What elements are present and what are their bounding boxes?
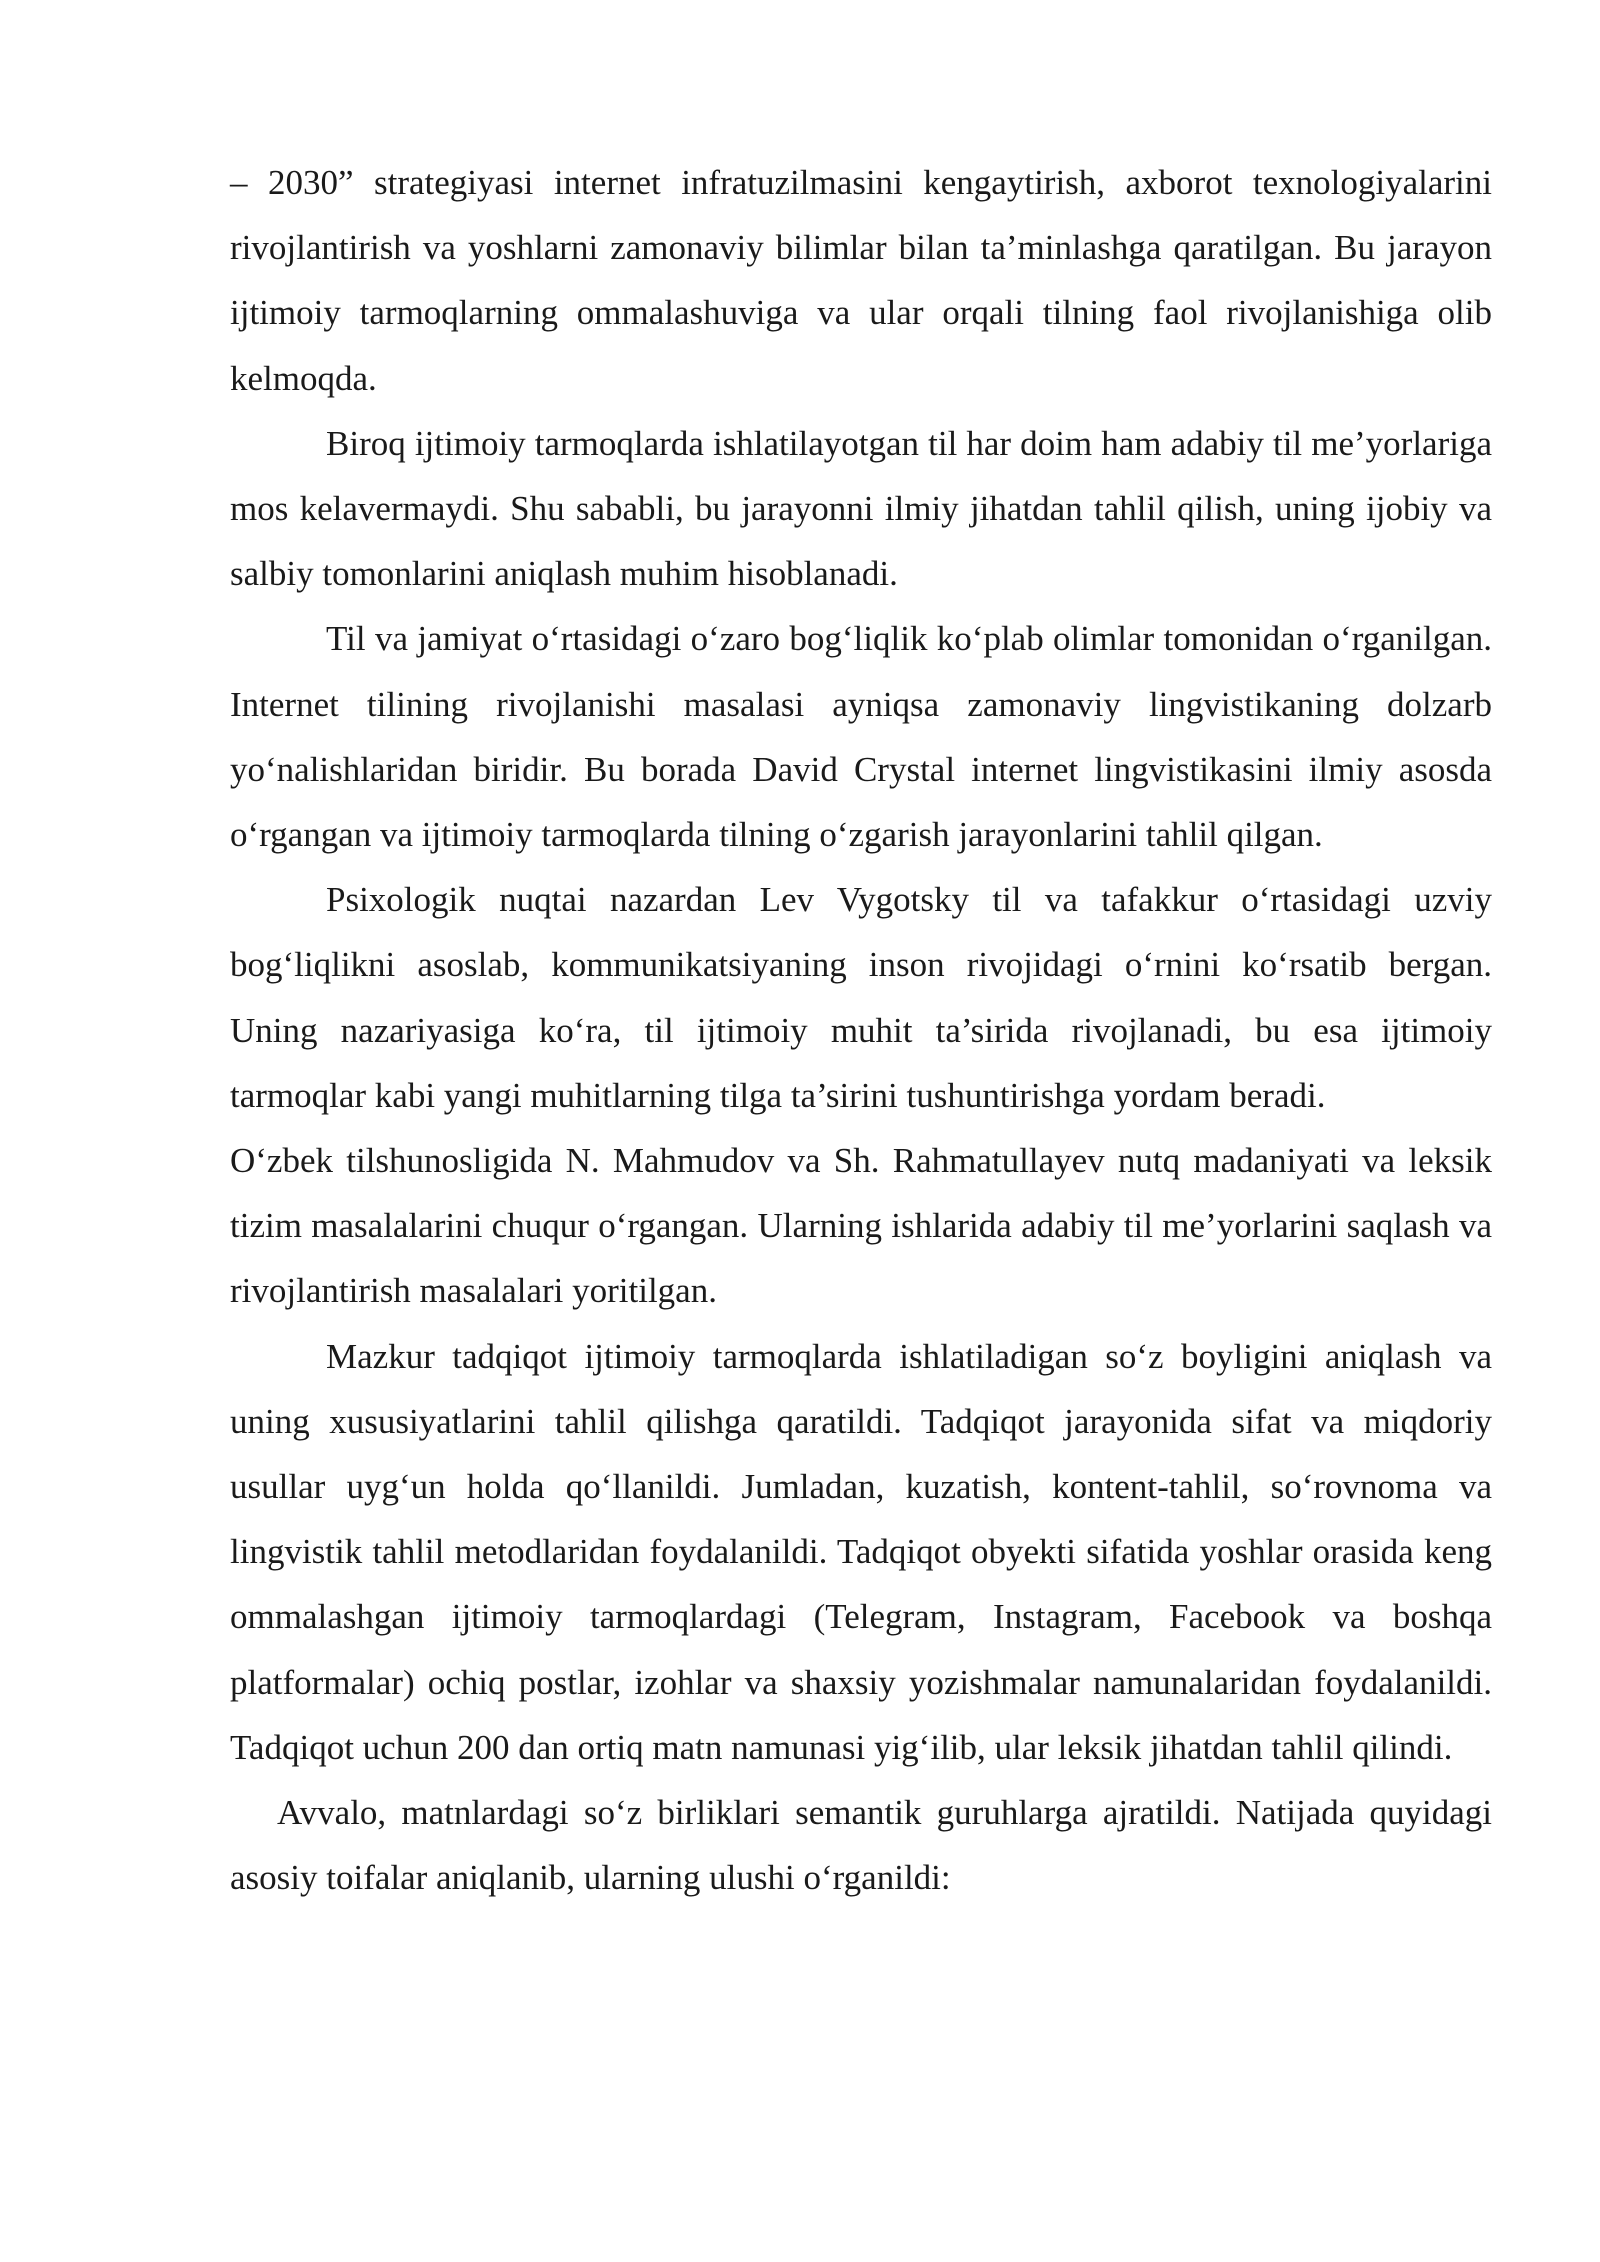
paragraph-vygotsky: Psixologik nuqtai nazardan Lev Vygotsky til va tafakkur o‘rtasidagi uzviy bog‘liqlikni asoslab, kommunikatsiyaning inson rivojidagi o‘rnini ko‘rsatib bergan. Uning nazariyasiga ko‘ra, til ijtimoiy muhit ta’sirida rivojlanadi, bu esa ijtimoiy tarmoqlar kabi yangi muhitlarning tilga ta’sirini tushuntirishga yordam beradi. — [230, 880, 1492, 1115]
paragraph-language-society: Til va jamiyat o‘rtasidagi o‘zaro bog‘liqlik ko‘plab olimlar tomonidan o‘rganilgan. Internet tilining rivojlanishi masalasi ayniqsa zamonaviy lingvistikaning dolzarb yo‘nalishlaridan biridir. Bu borada David Crystal internet lingvistikasini ilmiy asosda o‘rgangan va ijtimoiy tarmoqlarda tilning o‘zgarish jarayonlarini tahlil qilgan. — [230, 619, 1492, 855]
document-page — [230, 150, 1492, 1910]
paragraph-methodology: Mazkur tadqiqot ijtimoiy tarmoqlarda ishlatiladigan so‘z boyligini aniqlash va uning xususiyatlarini tahlil qilishga qaratildi. Tadqiqot jarayonida sifat va miqdoriy usullar uyg‘un holda qo‘llanildi. Jumladan, kuzatish, kontent-tahlil, so‘rovnoma va lingvistik tahlil metodlaridan foydalanildi. Tadqiqot obyekti sifatida yoshlar orasida keng ommalashgan ijtimoiy tarmoqlardagi (Telegram, Instagram, Facebook va boshqa platformalar) ochiq postlar, izohlar va shaxsiy yozishmalar namunalaridan foydalanildi. Tadqiqot uchun 200 dan ortiq matn namunasi yig‘ilib, ular leksik jihatdan tahlil qilindi. — [230, 1336, 1492, 1767]
paragraph-literary-norms: Biroq ijtimoiy tarmoqlarda ishlatilayotgan til har doim ham adabiy til me’yorlariga mos kelavermaydi. Shu sababli, bu jarayonni ilmiy jihatdan tahlil qilish, uning ijobiy va salbiy tomonlarini aniqlash muhim hisoblanadi. — [230, 423, 1492, 594]
paragraph-uzbek-linguistics: O‘zbek tilshunosligida N. Mahmudov va Sh. Rahmatullayev nutq madaniyati va leksik tizim masalalarini chuqur o‘rgangan. Ularning ishlarida adabiy til me’yorlarini saqlash va rivojlantirish masalalari yoritilgan. — [230, 1141, 1492, 1311]
paragraph-semantic-groups: Avvalo, matnlardagi so‘z birliklari semantik guruhlarga ajratildi. Natijada quyidagi asosiy toifalar aniqlanib, ularning ulushi o‘rganildi: — [230, 1793, 1492, 1898]
paragraph-strategy-continuation: – 2030” strategiyasi internet infratuzilmasini kengaytirish, axborot texnologiyalarini rivojlantirish va yoshlarni zamonaviy bilimlar bilan ta’minlashga qaratilgan. Bu jarayon ijtimoiy tarmoqlarning ommalashuviga va ular orqali tilning faol rivojlanishiga olib kelmoqda. — [230, 163, 1492, 398]
